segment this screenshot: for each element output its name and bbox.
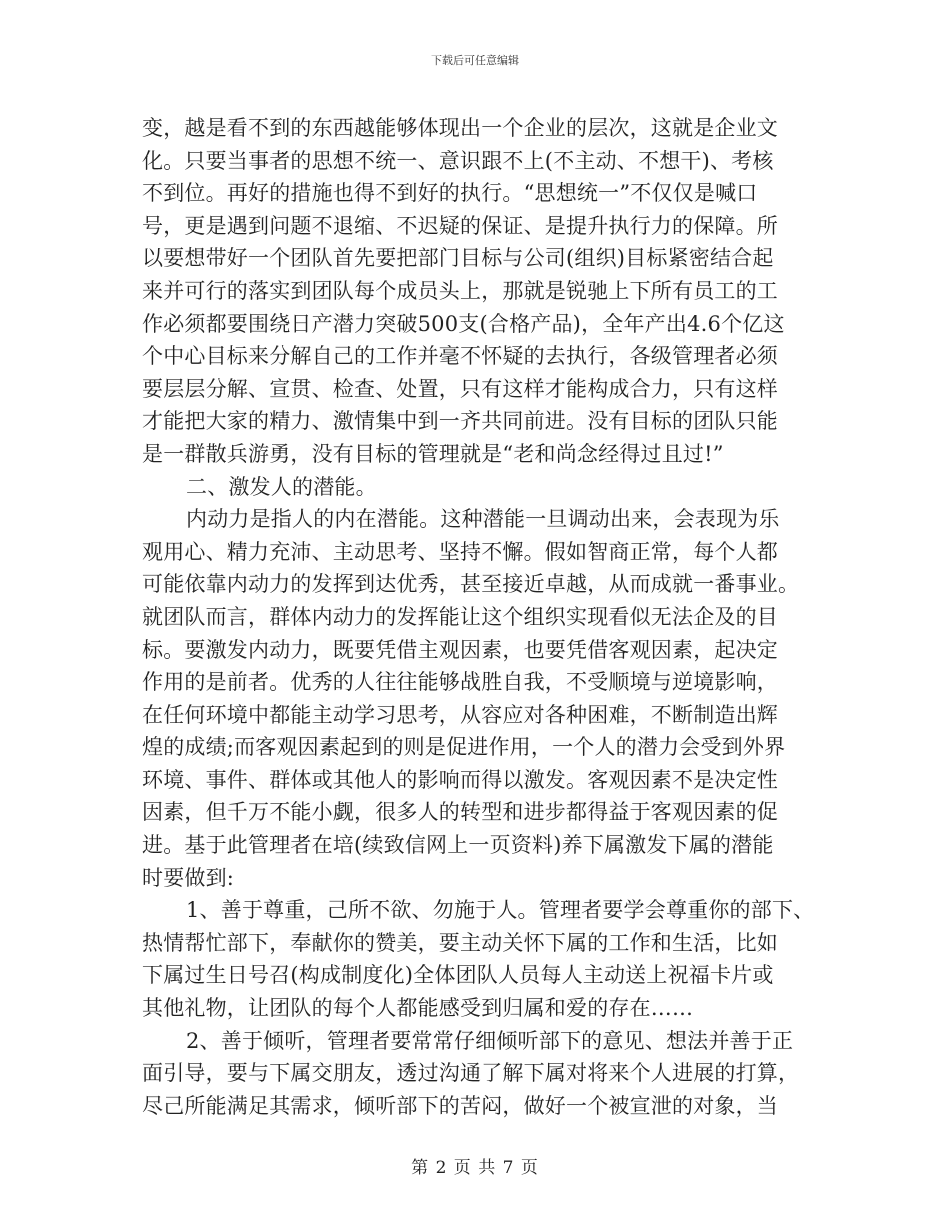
text-line: 进。基于此管理者在培(续致信网上一页资料)养下属激发下属的潜能 xyxy=(142,833,774,858)
text-line: 观用心、精力充沛、主动思考、坚持不懈。假如智商正常，每个人都 xyxy=(142,539,778,564)
page-number-footer: 第 2 页 共 7 页 xyxy=(411,1158,539,1178)
text-line: 不到位。再好的措施也得不到好的执行。“思想统一”不仅仅是喊口 xyxy=(142,181,758,206)
text-line: 个中心目标来分解自己的工作并毫不怀疑的去执行，各级管理者必须 xyxy=(142,344,778,369)
text-line: 是一群散兵游勇，没有目标的管理就是“老和尚念经得过且过!” xyxy=(142,441,724,466)
text-line: 可能依靠内动力的发挥到达优秀，甚至接近卓越，从而成就一番事业。 xyxy=(142,572,800,597)
text-line: 就团队而言，群体内动力的发挥能让这个组织实现看似无法企及的目 xyxy=(142,604,778,629)
text-line: 才能把大家的精力、激情集中到一齐共同前进。没有目标的团队只能 xyxy=(142,409,778,434)
text-line: 来并可行的落实到团队每个成员头上，那就是锐驰上下所有员工的工 xyxy=(142,278,778,303)
text-line: 煌的成绩;而客观因素起到的则是促进作用，一个人的潜力会受到外界 xyxy=(142,735,786,760)
text-line: 作用的是前者。优秀的人往往能够战胜自我，不受顺境与逆境影响， xyxy=(142,670,778,695)
text-line: 因素，但千万不能小觑，很多人的转型和进步都得益于客观因素的促 xyxy=(142,800,778,825)
text-line: 其他礼物，让团队的每个人都能感受到归属和爱的存在…… xyxy=(142,996,694,1021)
section-heading: 二、激发人的潜能。 xyxy=(186,474,377,499)
text-line: 在任何环境中都能主动学习思考，从容应对各种困难，不断制造出辉 xyxy=(142,702,778,727)
text-line: 热情帮忙部下，奉献你的赞美，要主动关怀下属的工作和生活，比如 xyxy=(142,930,778,955)
text-line: 要层层分解、宣贯、检查、处置，只有这样才能构成合力，只有这样 xyxy=(142,376,778,401)
text-line: 尽己所能满足其需求，倾听部下的苦闷，做好一个被宣泄的对象，当 xyxy=(142,1093,778,1118)
text-line: 号，更是遇到问题不退缩、不迟疑的保证、是提升执行力的保障。所 xyxy=(142,213,778,238)
text-line: 以要想带好一个团队首先要把部门目标与公司(组织)目标紧密结合起 xyxy=(142,246,774,271)
text-line: 标。要激发内动力，既要凭借主观因素，也要凭借客观因素，起决定 xyxy=(142,637,778,662)
text-line: 时要做到: xyxy=(142,865,235,890)
text-line: 2、善于倾听，管理者要常常仔细倾听部下的意见、想法并善于正 xyxy=(186,1028,794,1053)
text-line: 作必须都要围绕日产潜力突破500支(合格产品)，全年产出4.6个亿这 xyxy=(142,311,785,336)
text-line: 下属过生日号召(构成制度化)全体团队人员每人主动送上祝福卡片或 xyxy=(142,963,774,988)
text-line: 环境、事件、群体或其他人的影响而得以激发。客观因素不是决定性 xyxy=(142,767,778,792)
text-line: 1、善于尊重，己所不欲、勿施于人。管理者要学会尊重你的部下、 xyxy=(186,898,815,923)
page-header: 下载后可任意编辑 xyxy=(431,54,519,67)
text-line: 化。只要当事者的思想不统一、意识跟不上(不主动、不想干)、考核 xyxy=(142,148,774,173)
text-line: 面引导，要与下属交朋友，透过沟通了解下属对将来个人进展的打算， xyxy=(142,1061,800,1086)
text-line: 变，越是看不到的东西越能够体现出一个企业的层次，这就是企业文 xyxy=(142,116,778,140)
text-line: 内动力是指人的内在潜能。这种潜能一旦调动出来，会表现为乐 xyxy=(186,507,780,532)
document-body xyxy=(142,112,822,1122)
